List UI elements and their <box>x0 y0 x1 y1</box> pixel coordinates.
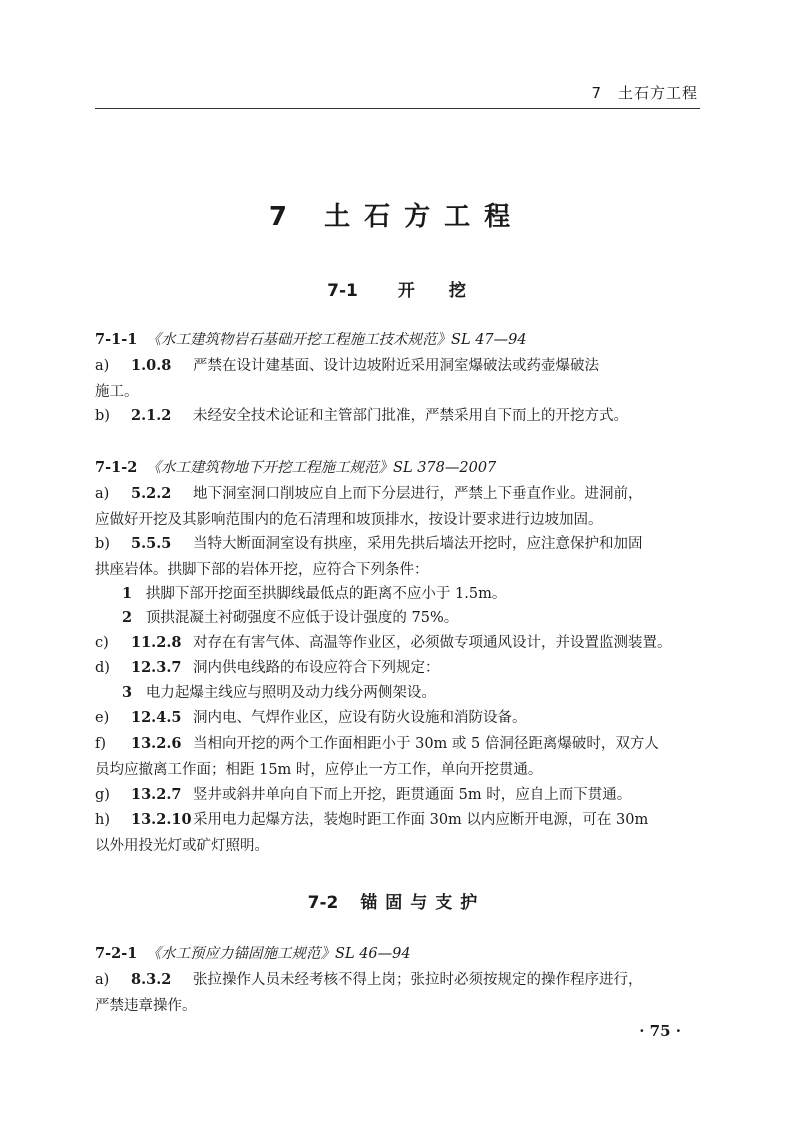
section-name: 开 <box>397 281 415 301</box>
article-line: b) 2.1.2 未经安全技术论证和主管部门批准，严禁采用自下而上的开挖方式。 <box>95 407 628 424</box>
section-number: 7-2 <box>307 893 339 913</box>
article-cont: 以外用投光灯或矿灯照明。 <box>95 838 269 854</box>
article-line: f) 13.2.6 当相向开挖的两个工作面相距小于 30m 或 5 倍洞径距离爆破时，双方人 <box>95 735 659 752</box>
article-line: h) 13.2.10采用电力起爆方法，装炮时距工作面 30m 以内应断开电源，可在 30m <box>95 811 649 828</box>
standard-reference: 《水工建筑物地下开挖工程施工规范》SL 378—2007 <box>146 460 497 476</box>
clause-heading <box>95 944 700 964</box>
section-number: 7-1 <box>327 281 358 301</box>
section-heading-7-2 <box>0 888 793 913</box>
clause-heading <box>95 330 700 350</box>
running-header: 7 土石方工程 <box>591 84 698 102</box>
article-cont: 员均应撤离工作面；相距 15m 时，应停止一方工作，单向开挖贯通。 <box>95 762 543 778</box>
clause-id: 7-1-2 <box>95 459 138 476</box>
section-name: 锚固与支护 <box>360 893 486 913</box>
article-cont: 应做好开挖及其影响范围内的危石清理和坡顶排水，按设计要求进行边坡加固。 <box>95 512 603 528</box>
standard-reference: 《水工预应力锚固施工规范》SL 46—94 <box>146 946 411 962</box>
clause-id: 7-2-1 <box>95 945 138 962</box>
article-line: b) 5.5.5 当特大断面洞室设有拱座，采用先拱后墙法开挖时，应注意保护和加固 <box>95 535 643 552</box>
chapter-title: 7 土石方工程 <box>268 202 525 232</box>
section-name-2: 挖 <box>448 281 466 301</box>
article-cont: 严禁违章操作。 <box>95 998 197 1014</box>
standard-reference: 《水工建筑物岩石基础开挖工程施工技术规范》SL 47—94 <box>146 332 527 348</box>
article-line: a) 8.3.2 张拉操作人员未经考核不得上岗；张拉时必须按规定的操作程序进行， <box>95 971 643 988</box>
article-line: a) 5.2.2 地下洞室洞口削坡应自上而下分层进行，严禁上下垂直作业。进洞前， <box>95 485 643 502</box>
article-line: c) 11.2.8 对存在有害气体、高温等作业区，必须做专项通风设计，并设置监测装置。 <box>95 634 672 651</box>
article-line: d) 12.3.7 洞内供电线路的布设应符合下列规定： <box>95 659 440 676</box>
article-line: e) 12.4.5 洞内电、气焊作业区，应设有防火设施和消防设备。 <box>95 709 527 726</box>
article-cont: 拱座岩体。拱脚下部的岩体开挖，应符合下列条件： <box>95 562 429 578</box>
header-rule <box>95 108 700 109</box>
section-heading-7-1 <box>0 276 793 301</box>
list-item: 3 电力起爆主线应与照明及动力线分两侧架设。 <box>122 684 436 701</box>
list-item: 1 拱脚下部开挖面至拱脚线最低点的距离不应小于 1.5m。 <box>122 585 507 602</box>
clause-heading <box>95 458 700 478</box>
clause-id: 7-1-1 <box>95 331 138 348</box>
article-line: a) 1.0.8 严禁在设计建基面、设计边坡附近采用洞室爆破法或药壶爆破法 <box>95 357 599 374</box>
list-item: 2 顶拱混凝土衬砌强度不应低于设计强度的 75%。 <box>122 609 459 626</box>
article-line: g) 13.2.7 竖井或斜井单向自下而上开挖，距贯通面 5m 时，应自上而下贯通。 <box>95 786 632 803</box>
article-cont: 施工。 <box>95 384 139 400</box>
page-number: · 75 · <box>639 1022 681 1040</box>
